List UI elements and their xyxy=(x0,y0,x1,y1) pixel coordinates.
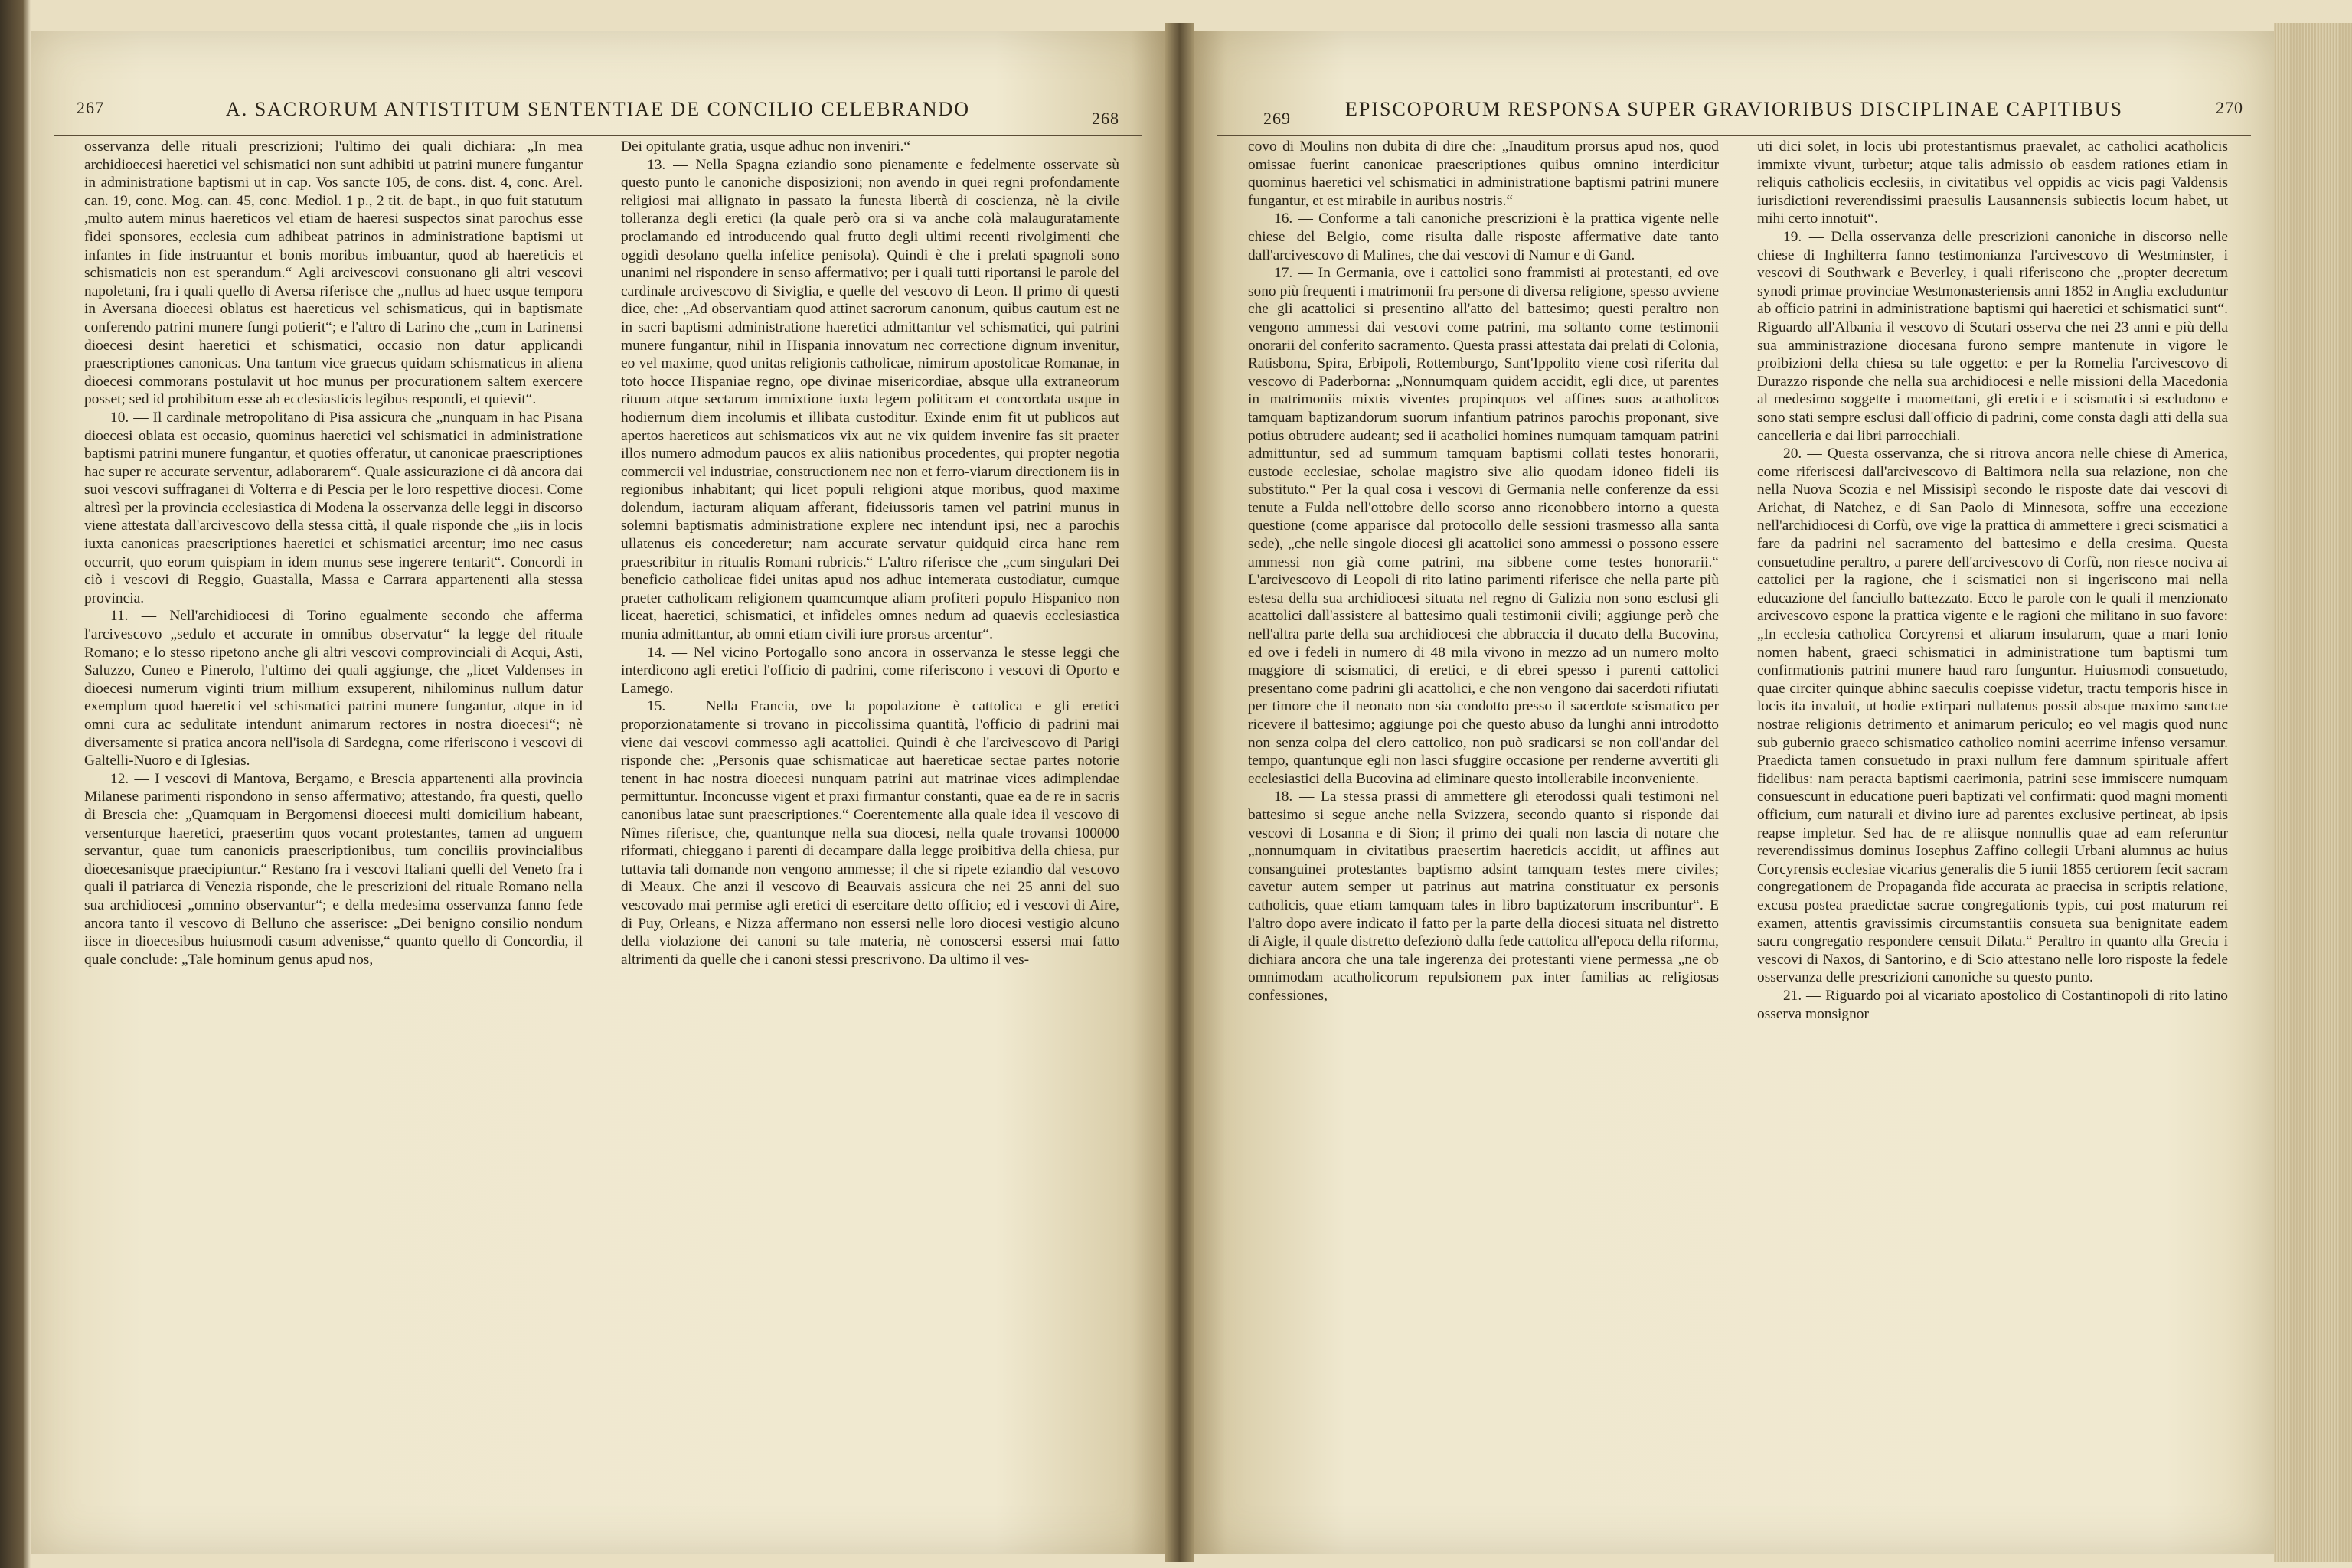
paragraph: osservanza delle rituali prescrizioni; l'ultimo dei quali dichiara: „In mea archidioecesi haeretici vel schismatici non sunt adhibiti ut patrini munere fungantur in administratione baptismi ut in cap. Vos sancte 105, de cons. dist. 4, conc. Arel. can. 19, conc. Mog. can. 45, conc. Mediol. 1 p., 2 tit. de bapt., in quo fuit statutum ,multo autem minus haereticos vel etiam de haeresi suspectos sinat parochus esse fidei sponsores, ecclesia cum adhibeat patrinos in administratione baptismi ut infantes in fide instruantur et bonis moribus imbuantur, quod ab haereticis et schismaticis non est sperandum.“ Agli arcivescovi consuonano gli altri vescovi napoletani, fra i quali quello di Aversa riferisce che „nullus ad haec usque tempora in Aversana dioecesi oblatus est haereticus vel schismaticus, qui in baptismate conferendo patrini munere fungi potierit“; e l'altro di Larino che „cum in Larinensi dioecesi desint haeretici et schismatici, occasio non datur applicandi praescriptiones canonicas. Una tantum vice graecus quidam schismaticus in aliena dioecesi commorans postulavit ut hoc munus per procurationem saltem exercere posset; sed id prohibitum esse ab ecclesiasticis legibus respondi, et quievit“. xyxy=(84,139,583,408)
paragraph: 21. — Riguardo poi al vicariato apostolico di Costantinopoli di rito latino osserva monsignor xyxy=(1757,987,2228,1022)
running-header-right xyxy=(1194,69,2274,128)
paragraph: 12. — I vescovi di Mantova, Bergamo, e Brescia appartenenti alla provincia Milanese parimenti rispondono in senso affermativo; attestando, fra questi, quello di Brescia che: „Quamquam in Bergomensi dioecesi multi domicilium habeant, versenturque haeretici, praesertim quos vocant protestantes, tamen ad unguem servantur, quae tum canonicis praescriptionibus, tum conciliis provincialibus dioecesanisque praecipiuntur.“ Restano fra i vescovi Italiani quelli del Veneto fra i quali il patriarca di Venezia risponde, che le prescrizioni del rituale Romano nella sua archidiocesi „omnino observantur“; e della medesima osservanza fanno fede ancora tanto il vescovo di Belluno che asserisce: „Dei benigno consilio nondum iisce in dioecesibus huiusmodi casum advenisse,“ quanto quello di Concordia, il quale conclude: „Tale hominum genus apud nos, xyxy=(84,770,583,968)
paragraph: 16. — Conforme a tali canoniche prescrizioni è la prattica vigente nelle chiese del Belgio, come risulta dalle risposte affermative date tanto dall'arcivescovo di Malines, che dai vescovi di Namur e di Gand. xyxy=(1248,211,1719,263)
right-page xyxy=(1194,31,2274,1554)
paragraph: 15. — Nella Francia, ove la popolazione è cattolica e gli eretici proporzionatamente si trovano in piccolissima quantità, l'officio di padrini mai viene dai vescovi commesso agli acattolici. Quindi è che l'arcivescovo di Parigi risponde che: „Personis quae schismaticae aut haereticae sectae partes notorie tenent in hac nostra dioecesi nunquam patrini aut matrinae vices adimplendae permittuntur. Inconcusse vigent et praxi firmantur constanti, quae ea de re in sacris canonibus latae sunt praescriptiones.“ Coerentemente alla quale idea il vescovo di Nîmes riferisce, che, quantunque nella sua diocesi, nella quale trovansi 100000 riformati, chieggano i parenti di decampare dalla legge proibitiva della chiesa, pur tuttavia tali domande non vengono ammesse; il che si ripete eziandio dal vescovo di Meaux. Che anzi il vescovo di Beauvais assicura che nei 25 anni del suo vescovado mai permise agli eretici di esercitare detto officio; ed i vescovi di Aire, di Puy, Orleans, e Nizza affermano non essersi nelle loro diocesi vestigio alcuno della violazione dei canoni su tale materia, nè conoscersi essersi mai fatto altrimenti da quelle che i canoni stessi prescrivono. Da ultimo il ves- xyxy=(621,698,1119,968)
paragraph: 20. — Questa osservanza, che si ritrova ancora nelle chiese di America, come riferiscesi dall'arcivescovo di Baltimora nella sua relazione, non che nella Nuova Scozia e nel Missisipì secondo le risposte date dai vescovi di Arichat, di Natchez, e di San Paolo di Minnesota, soffre una eccezione nell'archidiocesi di Corfù, ove vige la prattica di ammettere i greci scismatici a fare da padrini nel sacramento del battesimo e della cresima. Questa consuetudine peraltro, a parere dell'arcivescovo di Corfù, non riesce nociva ai cattolici per la ragione, che i scismatici non si ingeriscono mai nella educazione del fanciullo battezzato. Ecco le parole con le quali il menzionato arcivescovo espone la prattica vigente e le ragioni che militano in suo favore: „In ecclesia catholica Corcyrensi et aliarum insularum, quae a mari Ionio nomen habent, graeci schismatici in administratione tum baptismi tum confirmationis patrini munere haud raro funguntur. Huiusmodi consuetudo, quae circiter quinque abhinc saeculis coepisse videtur, tractu temporis hisce in locis ita invaluit, ut hodie extirpari nullatenus possit absque maximo sanctae nostrae religionis detrimento et animarum periculo; eo vel magis quod nunc sub gubernio graeco schismatico catholico nomini acerrime infenso versamur. Praedicta tamen consuetudo in praxi nullum fere damnum spirituale affert fidelibus: nam peracta baptismi caerimonia, patrini sese immiscere numquam consuescunt in educatione pueri baptizati vel confirmati: quod magni momenti officium, cum naturali et divino iure ad parentes exclusive pertineat, ab ipsis reapse impletur. Sed hac de re aliisque nonnullis quae ad eam referuntur reverendissimus dominus Iosephus Zaffino collegii Urbani alumnus ac huius Corcyrensis ecclesiae vicarius generalis die 5 iunii 1855 certiorem fecit sacram congregationem de Propaganda fide accurata ac praecisa in scriptis relatione, excusa postea praedictae sacrae congregationis typis, cui post maturum rei examen, attentis gravissimis circumstantiis consueta sua benignitate eadem sacra congregatio respondere censuit Dilata.“ Peraltro in quanto alla Grecia i vescovi di Naxos, di Santorino, e di Scio attestano nelle loro risposte la fedele osservanza delle prescrizioni canoniche su questo punto. xyxy=(1757,446,2228,986)
running-title-right: EPISCOPORUM RESPONSA SUPER GRAVIORIBUS DISCIPLINAE CAPITIBUS xyxy=(1345,98,2123,120)
page-number-269: 269 xyxy=(1263,109,1291,128)
paragraph: 13. — Nella Spagna eziandio sono pienamente e fedelmente osservate sù questo punto le canoniche disposizioni; non avendo in quei regni profondamente religiosi mai allignato in passato la funesta libertà di coscienza, nè la civile tolleranza degli eretici (la quale però ora si va anche colà malauguratamente proclamando ed introducendo qual frutto degli ultimi recenti rivolgimenti che oggidì desolano quella infelice penisola). Quindi è che i prelati spagnoli sono unanimi nel rispondere in senso affermativo; per i quali tutti riportansi le parole del cardinale arcivescovo di Siviglia, e quelle del vescovo di Leon. Il primo di questi dice, che: „Ad observantiam quod attinet sacrorum canonum, quibus cautum est ne in sacri baptismi administratione haeretici admittantur vel schismatici, qui patrini munere fungantur, nihil in Hispania innovatum nec correctione dignum invenitur, eo vel maxime, quod unitas religionis catholicae, nimirum apostolicae Romanae, in toto hocce Hispaniae regno, ope divinae misericordiae, absque ulla extraneorum rituum atque sectarum immixtione iuxta legem politicam et concordata usque in hodiernum diem incolumis et illibata custoditur. Exinde enim fit ut publicos aut apertos haereticos aut schismaticos vix aut ne vix quidem invenire fas sit praeter illos numero admodum paucos ex aliis nationibus procedentes, qui propter negotia commercii vel industriae, constructionem nec non et ferro-viarum directionem iis in regionibus inhabitant; qui licet populi religioni atque moribus, quod maxime dolendum, iacturam aliquam afferant, fideiussoris tamen vel patrini munus in solemni baptismatis administratione explere nec intendunt ipsi, nec a parochis ullatenus eis concederetur; nam accurate servatur quidquid circa hanc rem praescribitur in ritualis Romani rubricis.“ L'altro riferisce che „cum singulari Dei beneficio catholicae fidei unitas apud nos adhuc intemerata custodiatur, cumque praeter catholicam religionem quamcumque aliam profiteri populo Hispanico non liceat, haeretici, schismatici, et infideles omnes nedum ad quaevis ecclesiastica munia admittantur, ab omni etiam civili iure prorsus arcentur“. xyxy=(621,156,1119,643)
paragraph: uti dici solet, in locis ubi protestantismus praevalet, ac catholici acatholicis immixte vivunt, turbetur; atque talis admissio ob easdem rationes etiam in reliquis catholicis ecclesiis, in civitatibus vel oppidis ac vicis pagi Valdensis iurisdictioni reverendissimi praesulis Lausannensis subiectis locum habet, ut mihi certo innotuit“. xyxy=(1757,139,2228,227)
paragraph: 17. — In Germania, ove i cattolici sono frammisti ai protestanti, ed ove sono più frequenti i matrimonii fra persone di diversa religione, spesso avviene che gli acattolici si presentino all'atto del battesimo; questi peraltro non vengono ammessi dai vescovi come patrini, ma soltanto come testimonii onorarii del conferito sacramento. Questa prassi attestata dai prelati di Colonia, Ratisbona, Spira, Erbipoli, Rottemburgo, Sant'Ippolito viene così riferita dal vescovo di Paderborna: „Nonnumquam quidem accidit, egli dice, ut parentes in matrimoniis mixtis viventes propinquos vel affines suos acatholicos tamquam baptizandorum suorum infantium patrinos parochis proponant, sive potius obtrudere audeant; sed ii acatholici homines numquam tamquam patrini admittuntur, sed ad summum tamquam baptismi collati testes honorarii, custode ecclesiae, scholae magistro sive alio quodam idoneo fideli iis substituto.“ Per la qual cosa i vescovi di Germania nelle conferenze da essi tenute a Fulda nell'ottobre dello scorso anno riconobbero intorno a questa questione (come apparisce dal protocollo delle sessioni trasmesso alla santa sede), „che nelle singole diocesi gli acattolici sono ammessi o possono essere ammessi non già come patrini, ma sibbene come testes honorarii.“ L'arcivescovo di Leopoli di rito latino parimenti riferisce che nella parte più estesa della sua archidiocesi situata nel regno di Galizia non sono esclusi gli acattolici dall'assistere al battesimo quali testimonii civili; aggiunge però che nell'altra parte della sua archidiocesi che abbraccia il ducato della Bucovina, ed ove i fedeli in numero di 48 mila vivono in mezzo ad un numero molto maggiore di scismatici, di eretici, e di ebrei spesso i parenti cattolici presentano come padrini gli acattolici, e che non vengono dai sacerdoti rifiutati per timore che il neonato non sia condotto presso il sacerdote scismatico per ricevere il battesimo; aggiunge poi che questo abuso da lunghi anni introdotto non senza colpa del clero cattolico, non può sradicarsi se non coll'andar del tempo, quantunque egli non lasci sfuggire occasione per renderne avvertiti gli ecclesiastici della Bucovina ad eliminare questo intollerabile inconveniente. xyxy=(1248,265,1719,787)
column-1 xyxy=(1248,138,1719,1524)
running-header-left xyxy=(31,69,1165,128)
paragraph: 10. — Il cardinale metropolitano di Pisa assicura che „nunquam in hac Pisana dioecesi oblata est occasio, quominus haeretici vel schismatici in administratione baptismi patrini munere fungantur, et quoties offeratur, ut canonicae praescriptiones hac super re accurate serventur, adlaborarem“. Quale assicurazione ci dà ancora dai suoi vescovi suffraganei di Volterra e di Pescia per le loro respettive diocesi. Come altresì per la provincia ecclesiastica di Modena la osservanza delle leggi in discorso viene attestata dall'arcivescovo della stessa città, il quale risponde che „iis in locis iuxta canonicas praescriptiones haeretici et schismatici arcentur; imo nec casus occurrit, quo eorum quispiam in idem munus sese ingerere tentarit“. Concordi in ciò i vescovi di Reggio, Guastalla, Massa e Carrara appartenenti alla stessa provincia. xyxy=(84,409,583,606)
column-1 xyxy=(84,138,583,1524)
header-rule xyxy=(1217,135,2251,136)
text-columns-left xyxy=(84,138,1119,1524)
left-page xyxy=(31,31,1165,1554)
book-gutter xyxy=(1165,23,1194,1562)
paragraph: 18. — La stessa prassi di ammettere gli eterodossi quali testimoni nel battesimo si segue anche nella Svizzera, secondo quanto si risponde dai vescovi di Losanna e di Sion; il primo dei quali non lascia di notare che „nonnumquam in civitatibus praesertim haereticis accidit, ut affines aut consanguinei protestantes baptismo adsint tamquam testes mere civiles; cavetur autem semper ut patrinus aut matrina constituatur ex personis catholicis, quae etiam tamquam tales in libro baptizatorum inscribuntur“. E l'altro dopo avere indicato il fatto per la parte della diocesi situata nel distretto di Aigle, il quale distretto defezionò dalla fede cattolica all'epoca della riforma, dichiara ancora che una tale ingerenza dei protestanti viene permessa „ne ob omnimodam acatholicorum repulsionem pax inter familias ac religiosas confessiones, xyxy=(1248,789,1719,1004)
paragraph: covo di Moulins non dubita di dire che: „Inauditum prorsus apud nos, quod omissae fuerint canonicae praescriptiones quibus omnino interdicitur quominus haeretici vel schismatici in administratione baptismi patrini munere fungantur, et est mirabile in auribus nostris.“ xyxy=(1248,139,1719,209)
page-edges xyxy=(2274,23,2352,1562)
running-title-left: A. SACRORUM ANTISTITUM SENTENTIAE DE CONCILIO CELEBRANDO xyxy=(225,98,971,120)
page-number-268: 268 xyxy=(1092,109,1119,128)
column-2 xyxy=(1757,138,2228,1524)
paragraph: Dei opitulante gratia, usque adhuc non inveniri.“ xyxy=(621,139,911,155)
header-rule xyxy=(54,135,1142,136)
page-number-267: 267 xyxy=(77,98,104,117)
paragraph: 11. — Nell'archidiocesi di Torino egualmente secondo che afferma l'arcivescovo „sedulo et accurate in omnibus observatur“ la legge del rituale Romano; e lo stesso ripetono anche gli altri vescovi comprovinciali di Acqui, Asti, Saluzzo, Cuneo e Pinerolo, l'ultimo dei quali aggiunge, che „licet Valdenses in dioecesi numerum viginti trium millium exsuperent, nihilominus nullum datur exemplum quod haeretici vel schismatici patrini munere fungantur, atque in id omni cura ac sedulitate intendunt animarum rectores in nostra dioecesi“; nè diversamente si pratica ancora nell'isola di Sardegna, come riferiscono i vescovi di Galtelli-Nuoro e di Iglesias. xyxy=(84,608,583,769)
paragraph: 14. — Nel vicino Portogallo sono ancora in osservanza le stesse leggi che interdicono agli eretici l'officio di padrini, come riferiscono i vescovi di Oporto e Lamego. xyxy=(621,644,1119,697)
column-2 xyxy=(621,138,1119,1524)
page-number-270: 270 xyxy=(2216,98,2243,117)
text-columns-right xyxy=(1248,138,2228,1524)
paragraph: 19. — Della osservanza delle prescrizioni canoniche in discorso nelle chiese di Inghilterra fanno testimonianza l'arcivescovo di Westminster, i vescovi di Southwark e Beverley, i quali riferiscono che „propter decretum synodi primae provinciae Westmonasteriensis anni 1852 in Anglia excluduntur ab officio patrini in administratione baptismi qui haeretici et schismatici sunt“. Riguardo all'Albania il vescovo di Scutari osserva che nei 23 anni e più della sua amministrazione diocesana furono sempre mantenute in vigore le proibizioni della chiesa su tale oggetto: e per la Romelia l'arcivescovo di Durazzo risponde che nella sua archidiocesi e nelle missioni della Macedonia al medesimo soggette i maomettani, gli eretici e i scismatici si escludono e sono stati sempre esclusi dall'officio di padrini, come consta dagli atti della sua cancelleria e dai libri parrocchiali. xyxy=(1757,228,2228,444)
